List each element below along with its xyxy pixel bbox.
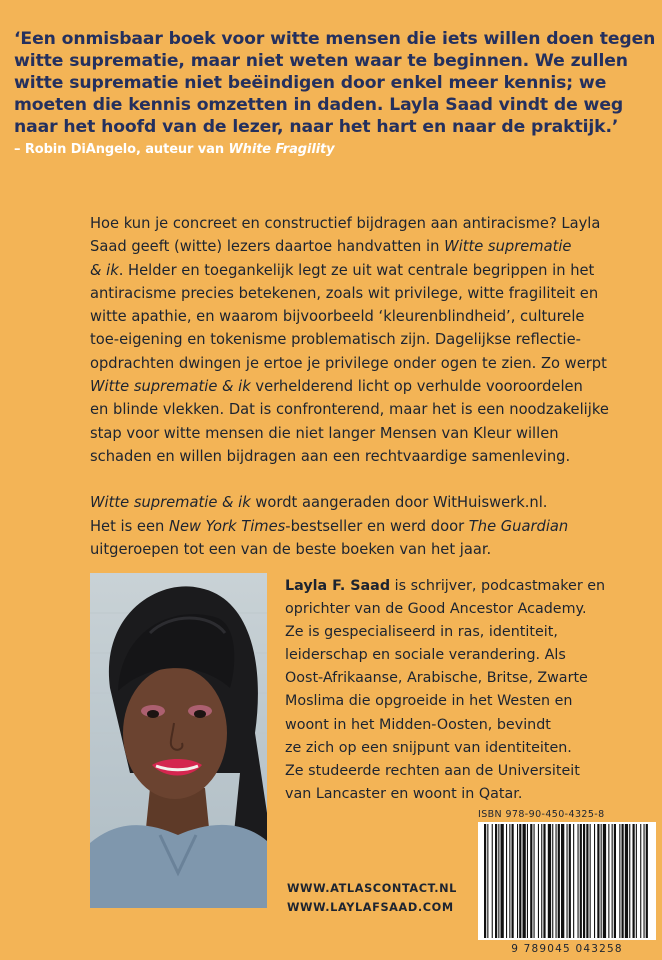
barcode-bar — [534, 824, 535, 938]
barcode-bar — [580, 824, 582, 938]
barcode-bar — [633, 824, 635, 938]
back-cover-quote — [14, 28, 654, 161]
attribution-work: White Fragility — [228, 142, 335, 157]
author-bio — [285, 575, 655, 806]
bio-line: oprichter van de Good Ancestor Academy. — [285, 601, 587, 618]
blurb-text: . Helder en toegankelijk legt ze uit wat centrale begrippen in het — [118, 261, 595, 279]
blurb-line — [90, 491, 650, 514]
barcode-bar — [594, 824, 595, 938]
bio-line: ze zich op een snijpunt van identiteiten. — [285, 739, 572, 756]
book-title: Witte suprematie — [444, 238, 572, 256]
blurb-text: Het is een — [90, 517, 169, 535]
barcode-bar — [573, 824, 574, 938]
barcode-bar — [567, 824, 568, 938]
blurb-line: uitgeroepen tot een van de beste boeken van het jaar. — [90, 540, 492, 558]
barcode-bar — [601, 824, 602, 938]
blurb-line: stap voor witte mensen die niet langer Mensen van Kleur willen — [90, 424, 559, 442]
barcode-bar — [625, 824, 628, 938]
barcode-bar — [519, 824, 521, 938]
bio-line: Moslima die opgroeide in het Westen en — [285, 693, 573, 710]
bio-line: Ze studeerde rechten aan de Universiteit — [285, 762, 580, 779]
barcode-bar — [646, 824, 648, 938]
blurb-line — [90, 259, 650, 282]
barcode-bar — [629, 824, 630, 938]
isbn-number: ISBN 978-90-450-4325-8 — [478, 809, 605, 820]
barcode-bar — [523, 824, 526, 938]
barcode-bar — [614, 824, 616, 938]
author-photo — [90, 573, 267, 908]
websites — [287, 880, 457, 917]
barcode-bar — [501, 824, 504, 938]
barcode-bar — [512, 824, 514, 938]
barcode-bar — [517, 824, 518, 938]
quote-attribution — [14, 139, 654, 161]
quote-line: naar het hoofd van de lezer, naar het hart en naar de praktijk.’ — [14, 117, 619, 137]
bio-line: woont in het Midden-Oosten, bevindt — [285, 716, 551, 733]
bio-text: is schrijver, podcastmaker en — [390, 578, 606, 594]
blurb-text: -bestseller en werd door — [285, 517, 469, 535]
barcode-bar — [487, 824, 488, 938]
blurb-line — [90, 235, 650, 258]
barcode-bar — [558, 824, 560, 938]
book-blurb — [90, 212, 650, 561]
barcode-bar — [622, 824, 624, 938]
blurb-line — [90, 515, 650, 538]
barcode-bar — [492, 824, 493, 938]
barcode-bar — [530, 824, 532, 938]
book-title: & ik — [90, 261, 119, 279]
barcode-bar — [495, 824, 497, 938]
barcode-bar — [644, 824, 645, 938]
barcode-bar — [590, 824, 591, 938]
barcode-bar — [552, 824, 553, 938]
bio-line: Oost-Afrikaanse, Arabische, Britse, Zwarte — [285, 670, 588, 687]
barcode-bar — [561, 824, 564, 938]
bio-line: van Lancaster en woont in Qatar. — [285, 785, 523, 802]
barcode-bar — [527, 824, 528, 938]
website-link[interactable]: WWW.LAYLAFSAAD.COM — [287, 900, 454, 914]
quote-line: moeten die kennis omzetten in daden. Layla Saad vindt de weg — [14, 95, 624, 115]
blurb-line: schaden en willen bijdragen aan een rechtvaardige samenleving. — [90, 447, 571, 465]
barcode-bar — [569, 824, 571, 938]
barcode-bar — [509, 824, 510, 938]
blurb-text: Saad geeft (witte) lezers daartoe handvatten in — [90, 238, 445, 256]
barcode-bar — [506, 824, 507, 938]
barcode-bar — [608, 824, 609, 938]
barcode-bar — [541, 824, 542, 938]
paragraph-gap — [90, 468, 650, 491]
barcode-bar — [578, 824, 579, 938]
barcode-digits: 9 789045 043258 — [511, 943, 623, 955]
barcode — [478, 822, 656, 950]
barcode-bar — [583, 824, 585, 938]
barcode-bar — [498, 824, 499, 938]
bio-line: Ze is gespecialiseerd in ras, identiteit, — [285, 624, 558, 641]
website-link[interactable]: WWW.ATLASCONTACT.NL — [287, 882, 457, 895]
quote-line: ‘Een onmisbaar boek voor witte mensen die iets willen doen tegen — [14, 29, 656, 49]
blurb-line: opdrachten dwingen je ertoe je privilege onder ogen te zien. Zo werpt — [90, 354, 607, 372]
blurb-text: verhelderend licht op verhulde vooroordelen — [250, 378, 583, 396]
barcode-bar — [548, 824, 551, 938]
barcode-bar — [612, 824, 613, 938]
bio-line: leiderschap en sociale verandering. Als — [285, 647, 566, 664]
blurb-text: wordt aangeraden door WitHuiswerk.nl. — [250, 494, 548, 512]
blurb-line — [90, 375, 650, 398]
barcode-bar — [636, 824, 637, 938]
book-title: Witte suprematie & ik — [90, 378, 251, 396]
barcode-bar — [619, 824, 620, 938]
blurb-line: Hoe kun je concreet en constructief bijdragen aan antiracisme? Layla — [90, 215, 601, 232]
blurb-line: toe-eigening en tokenisme problematisch zijn. Dagelijkse reflectie- — [90, 331, 581, 349]
quote-line: witte suprematie niet beëindigen door enkel meer kennis; we — [14, 73, 607, 93]
barcode-bar — [640, 824, 641, 938]
barcode-bar — [597, 824, 599, 938]
book-title: Witte suprematie & ik — [90, 494, 251, 512]
quote-line: witte suprematie, maar niet weten waar te beginnen. We zullen — [14, 51, 628, 71]
barcode-bar — [556, 824, 557, 938]
blurb-line: antiracisme precies betekenen, zoals wit privilege, witte fragiliteit en — [90, 284, 599, 302]
newspaper-title: New York Times — [168, 517, 286, 535]
blurb-line: witte apathie, en waarom bijvoorbeeld ‘kleurenblindheid’, culturele — [90, 308, 585, 326]
barcode-bar — [538, 824, 539, 938]
barcode-bar — [603, 824, 606, 938]
barcode-bar — [586, 824, 588, 938]
blurb-line: en blinde vlekken. Dat is confronterend, maar het is een noodzakelijke — [90, 401, 609, 419]
author-name: Layla F. Saad — [285, 578, 391, 594]
newspaper-title: The Guardian — [468, 517, 569, 535]
barcode-bar — [543, 824, 545, 938]
attribution-prefix: – Robin DiAngelo, auteur van — [14, 142, 229, 157]
barcode-bar — [484, 824, 486, 938]
bio-line — [285, 575, 655, 598]
